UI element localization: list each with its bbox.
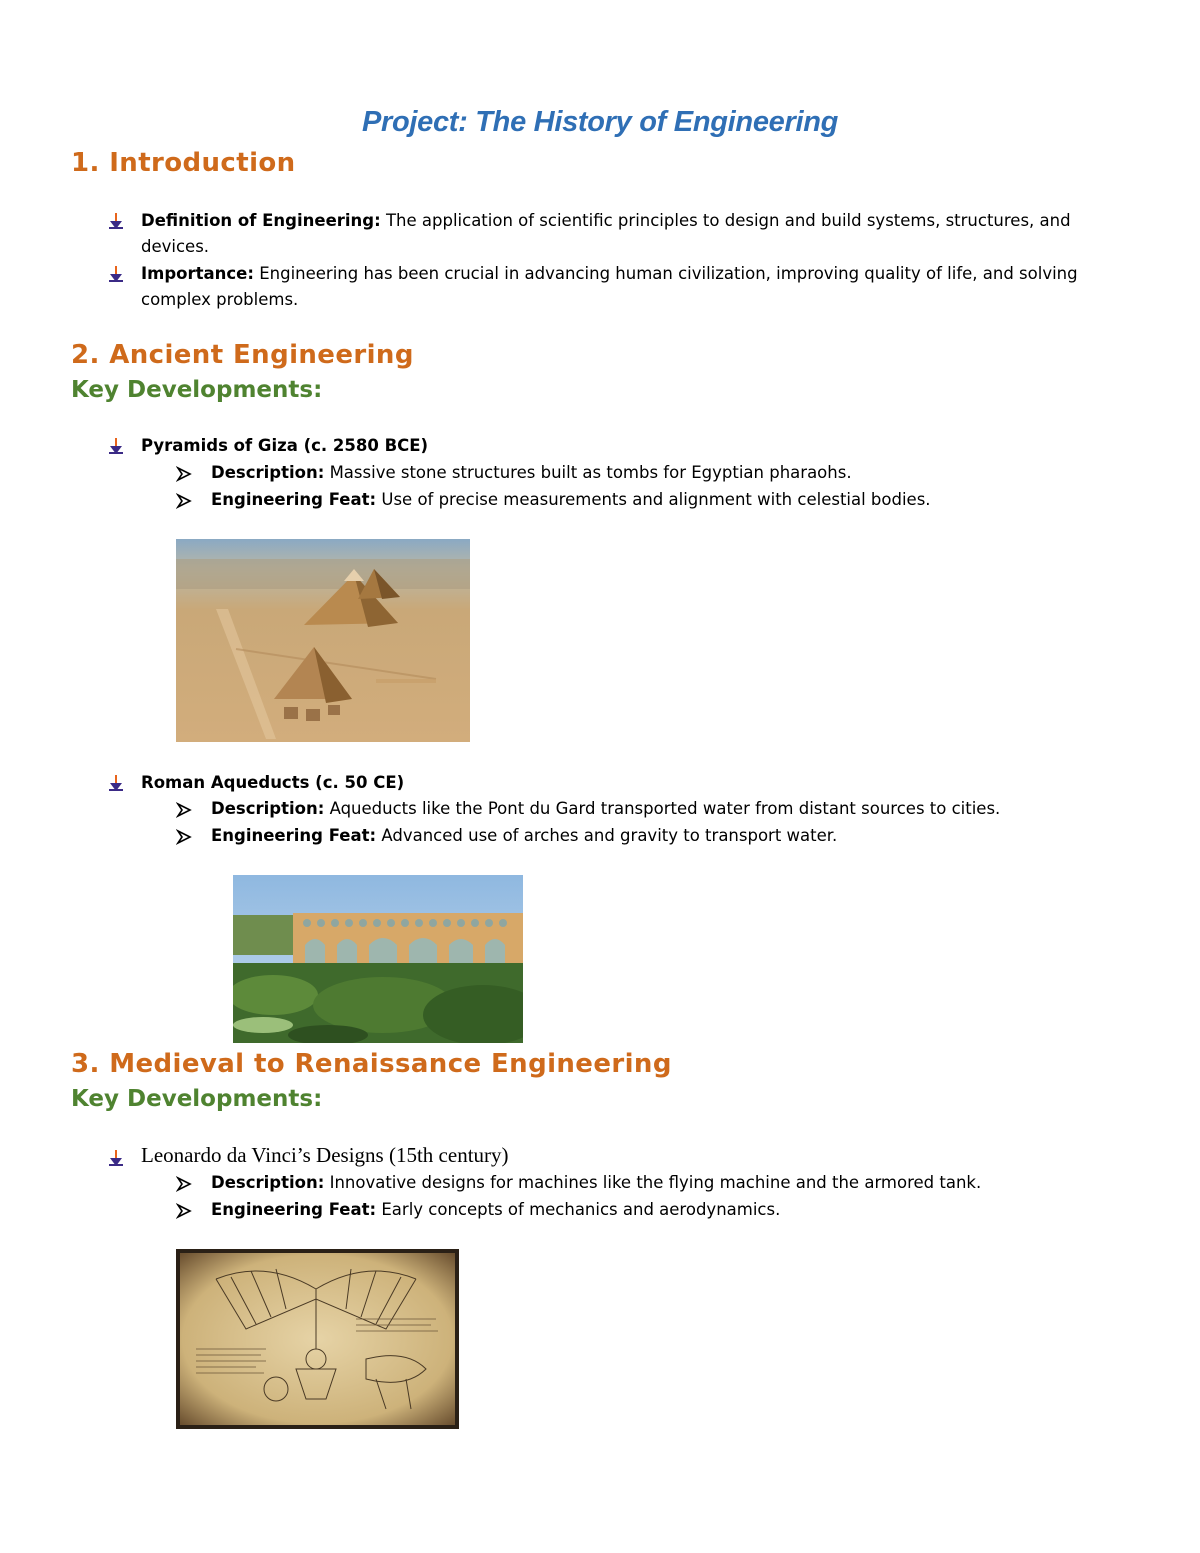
section-heading-medieval-renaissance: 3. Medieval to Renaissance Engineering (71, 1049, 672, 1079)
document-title: Project: The History of Engineering (361, 106, 839, 138)
list-item-importance: Importance: Engineering has been crucial in advancing human civilization, improving quality of life, and solving complex problems. (141, 264, 1078, 309)
pyramids-photo (176, 539, 470, 742)
arrowhead-bullet-icon (176, 802, 192, 818)
arrowhead-bullet-icon (176, 1203, 192, 1219)
down-arrow-bullet-icon (107, 1149, 125, 1167)
pyramids-engineering-feat: Engineering Feat: Use of precise measurements and alignment with celestial bodies. (211, 490, 931, 509)
da-vinci-engineering-feat: Engineering Feat: Early concepts of mechanics and aerodynamics. (211, 1200, 781, 1219)
down-arrow-bullet-icon (107, 774, 125, 792)
aqueducts-description: Description: Aqueducts like the Pont du Gard transported water from distant sources to cities. (211, 799, 1001, 818)
list-item-definition: Definition of Engineering: The application of scientific principles to design and build systems, structures, and devices. (141, 211, 1071, 256)
list-item-pyramids: Pyramids of Giza (c. 2580 BCE) (141, 436, 429, 455)
pont-du-gard-photo (233, 875, 523, 1043)
down-arrow-bullet-icon (107, 437, 125, 455)
arrowhead-bullet-icon (176, 466, 192, 482)
pyramids-description: Description: Massive stone structures built as tombs for Egyptian pharaohs. (211, 463, 852, 482)
list-item-aqueducts: Roman Aqueducts (c. 50 CE) (141, 773, 405, 792)
subheading-key-developments: Key Developments: (71, 377, 323, 403)
da-vinci-description: Description: Innovative designs for machines like the flying machine and the armored tank. (211, 1173, 982, 1192)
da-vinci-flying-machine-sketch (176, 1249, 459, 1429)
arrowhead-bullet-icon (176, 1176, 192, 1192)
aqueducts-engineering-feat: Engineering Feat: Advanced use of arches and gravity to transport water. (211, 826, 838, 845)
down-arrow-bullet-icon (107, 212, 125, 230)
arrowhead-bullet-icon (176, 493, 192, 509)
arrowhead-bullet-icon (176, 829, 192, 845)
section-heading-introduction: 1. Introduction (71, 148, 296, 178)
section-heading-ancient: 2. Ancient Engineering (71, 340, 414, 370)
subheading-key-developments-2: Key Developments: (71, 1086, 323, 1112)
list-item-da-vinci: Leonardo da Vinci’s Designs (15th century) (141, 1143, 509, 1167)
down-arrow-bullet-icon (107, 265, 125, 283)
